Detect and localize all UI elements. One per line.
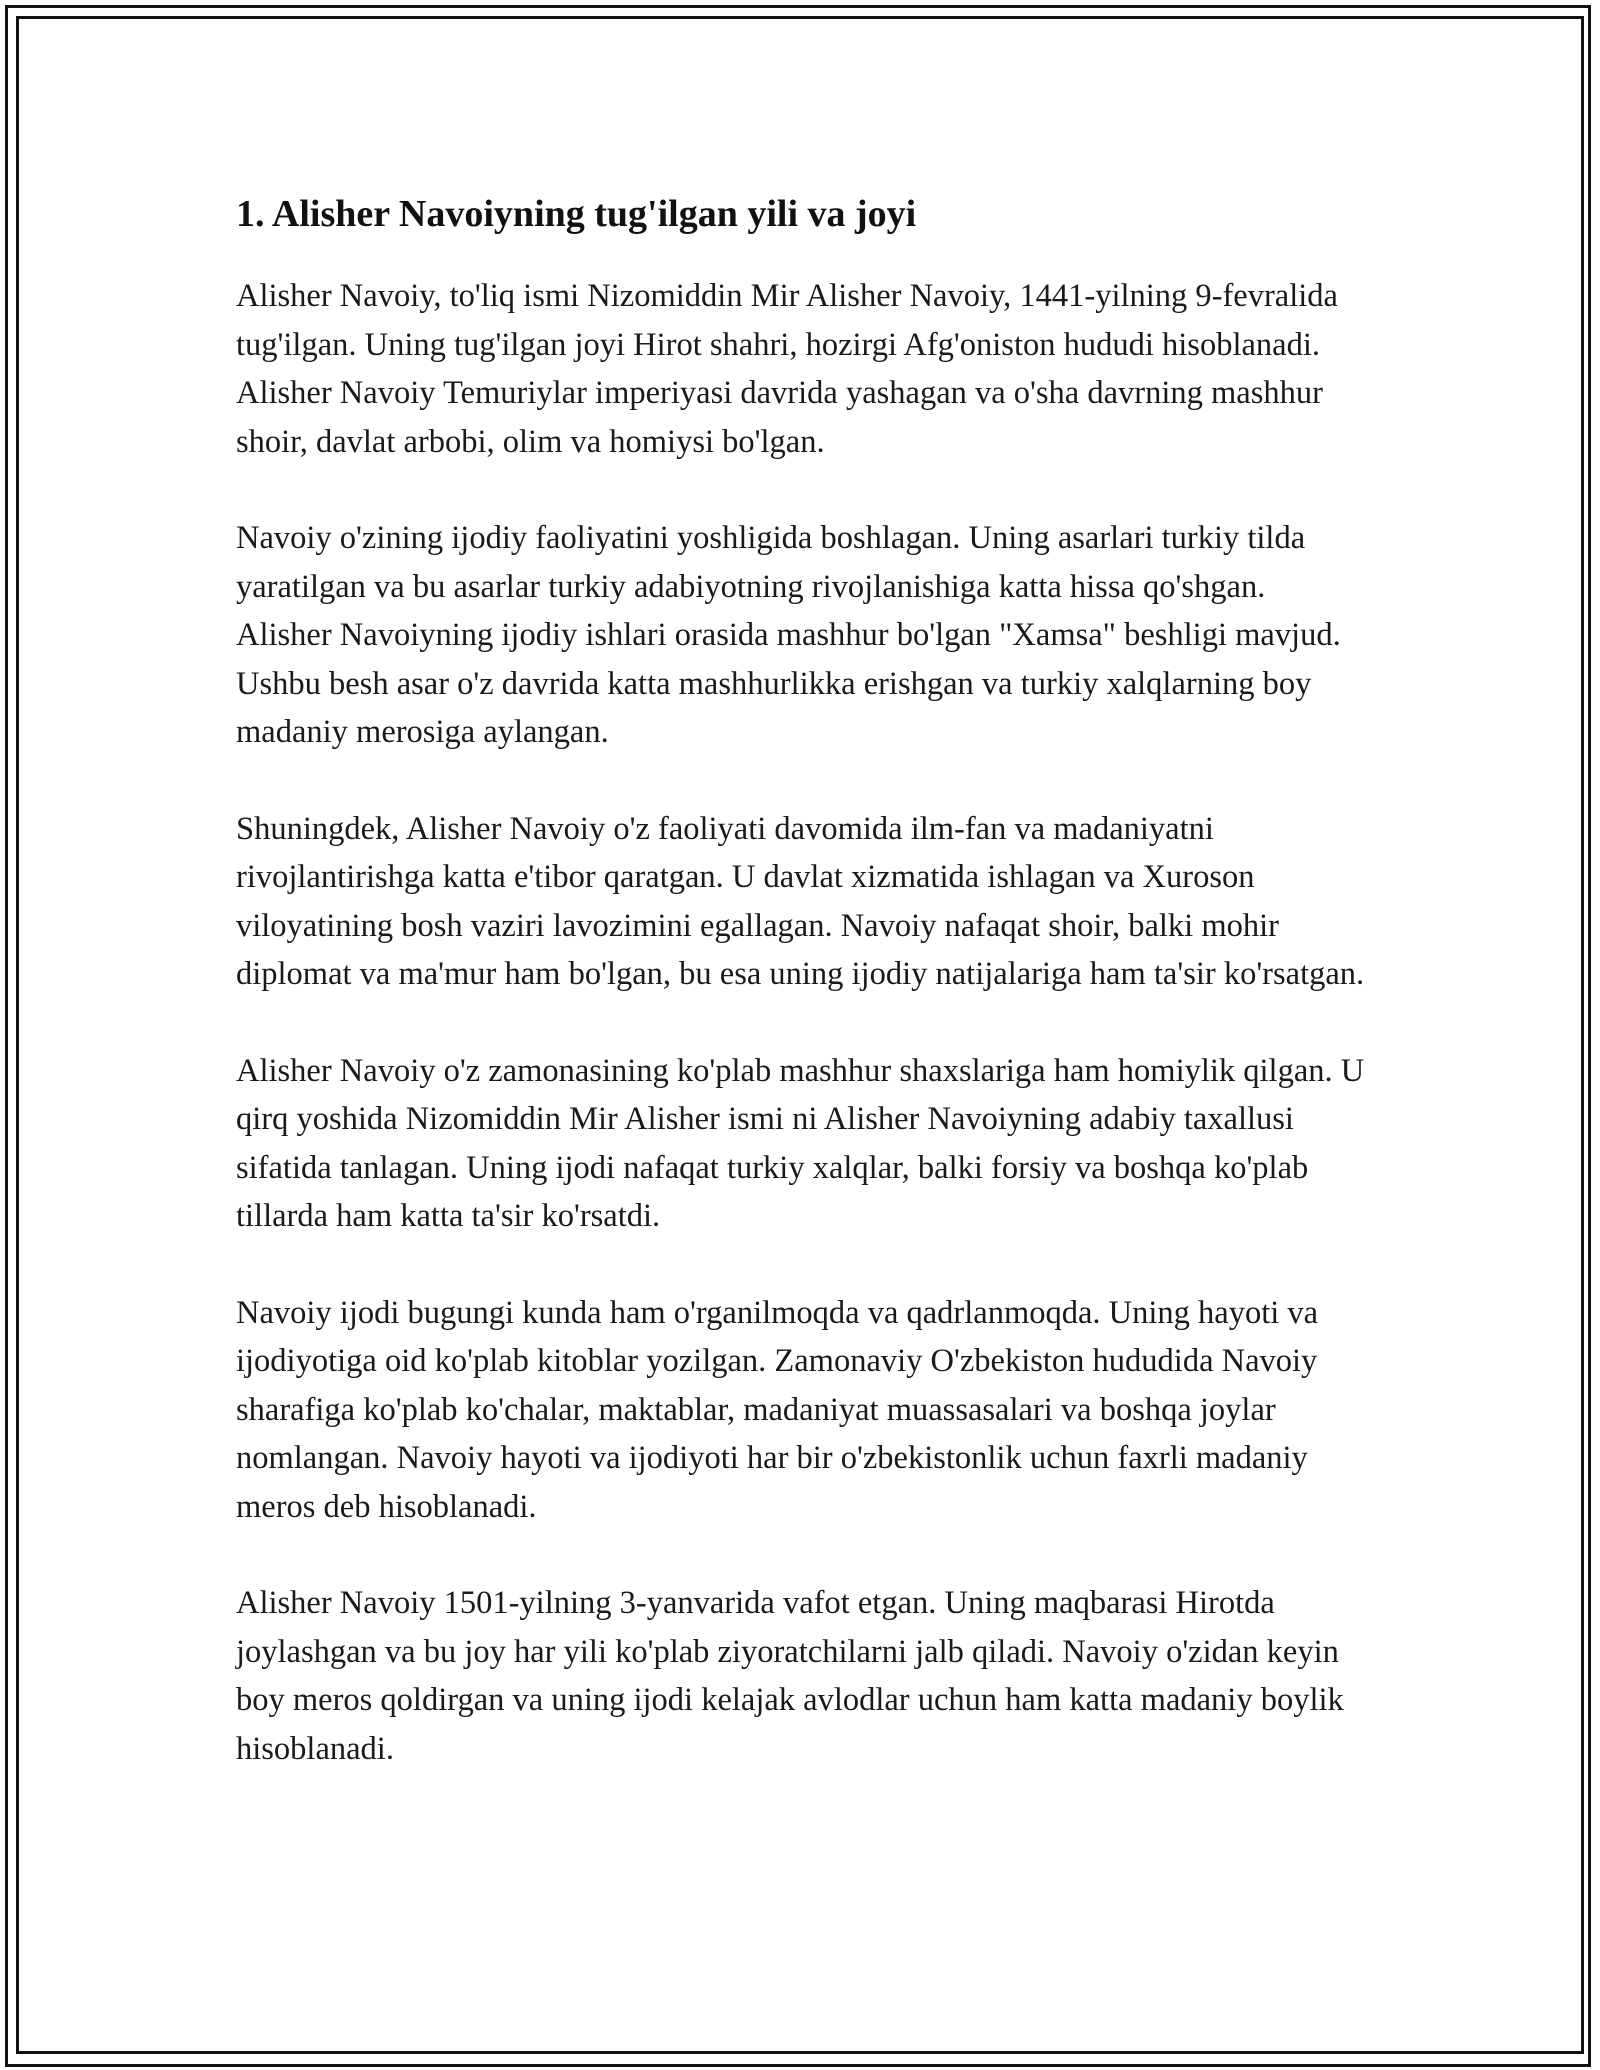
paragraph-creative-work: Navoiy o'zining ijodiy faoliyatini yoshligida boshlagan. Uning asarlari turkiy tilda yaratilgan va bu asarlar turkiy adabiyotning rivojlanishiga katta hissa qo'shgan. Alisher Navoiyning ijodiy ishlari orasida mashhur bo'lgan "Xamsa" beshligi mavjud. Ushbu besh asar o'z davrida katta mashhurlikka erishgan va turkiy xalqlarning boy madaniy merosiga aylangan. <box>236 520 1341 750</box>
document-body <box>236 186 1366 1773</box>
page-title: 1. Alisher Navoiyning tug'ilgan yili va joyi <box>236 193 917 235</box>
paragraph-birth: Alisher Navoiy, to'liq ismi Nizomiddin Mir Alisher Navoiy, 1441-yilning 9-fevralida tug'ilgan. Uning tug'ilgan joyi Hirot shahri, hozirgi Afg'oniston hududi hisoblanadi. Alisher Navoiy Temuriylar imperiyasi davrida yashagan va o'sha davrning mashhur shoir, davlat arbobi, olim va homiysi bo'lgan. <box>236 278 1338 460</box>
paragraph-death: Alisher Navoiy 1501-yilning 3-yanvarida vafot etgan. Uning maqbarasi Hirotda joylashgan va bu joy har yili ko'plab ziyoratchilarni jalb qiladi. Navoiy o'zidan keyin boy meros qoldirgan va uning ijodi kelajak avlodlar uchun ham katta madaniy boylik hisoblanadi. <box>236 1585 1344 1767</box>
paragraph-patronage: Alisher Navoiy o'z zamonasining ko'plab mashhur shaxslariga ham homiylik qilgan. U qirq yoshida Nizomiddin Mir Alisher ismi ni Alisher Navoiyning adabiy taxallusi sifatida tanlagan. Uning ijodi nafaqat turkiy xalqlar, balki forsiy va boshqa ko'plab tillarda ham katta ta'sir ko'rsatdi. <box>236 1052 1365 1234</box>
paragraph-legacy: Navoiy ijodi bugungi kunda ham o'rganilmoqda va qadrlanmoqda. Uning hayoti va ijodiyotiga oid ko'plab kitoblar yozilgan. Zamonaviy O'zbekiston hududida Navoiy sharafiga ko'plab ko'chalar, maktablar, madaniyat muassasalari va boshqa joylar nomlangan. Navoiy hayoti va ijodiyoti har bir o'zbekistonlik uchun faxrli madaniy meros deb hisoblanadi. <box>236 1294 1319 1525</box>
paragraph-state-service: Shuningdek, Alisher Navoiy o'z faoliyati davomida ilm-fan va madaniyatni rivojlantirishga katta e'tibor qaratgan. U davlat xizmatida ishlagan va Xuroson viloyatining bosh vaziri lavozimini egallagan. Navoiy nafaqat shoir, balki mohir diplomat va ma'mur ham bo'lgan, bu esa uning ijodiy natijalariga ham ta'sir ko'rsatgan. <box>236 810 1365 992</box>
